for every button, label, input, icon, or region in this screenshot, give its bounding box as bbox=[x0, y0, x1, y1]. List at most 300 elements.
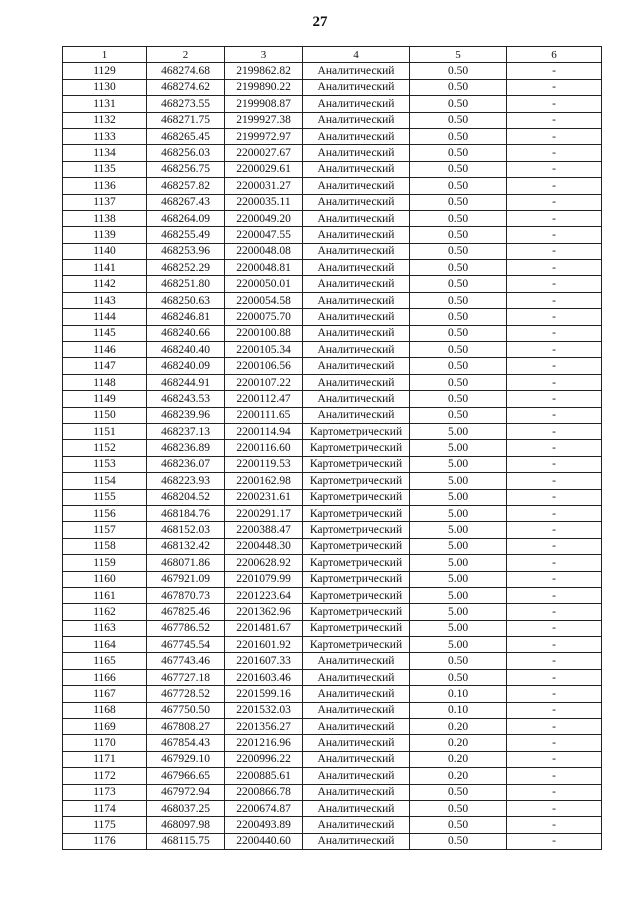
x-coordinate-cell: 468244.91 bbox=[147, 374, 225, 390]
x-coordinate-cell: 468152.03 bbox=[147, 522, 225, 538]
x-coordinate-cell: 468236.07 bbox=[147, 456, 225, 472]
y-coordinate-cell: 2200448.30 bbox=[225, 538, 303, 554]
y-coordinate-cell: 2201603.46 bbox=[225, 669, 303, 685]
point-number-cell: 1129 bbox=[63, 63, 147, 79]
x-coordinate-cell: 467728.52 bbox=[147, 686, 225, 702]
x-coordinate-cell: 468253.96 bbox=[147, 243, 225, 259]
table-row bbox=[63, 800, 602, 816]
x-coordinate-cell: 468274.68 bbox=[147, 63, 225, 79]
note-cell: - bbox=[507, 276, 602, 292]
method-cell: Картометрический bbox=[303, 555, 410, 571]
method-cell: Аналитический bbox=[303, 260, 410, 276]
x-coordinate-cell: 468246.81 bbox=[147, 309, 225, 325]
point-number-cell: 1168 bbox=[63, 702, 147, 718]
method-cell: Аналитический bbox=[303, 210, 410, 226]
y-coordinate-cell: 2201601.92 bbox=[225, 637, 303, 653]
table-row bbox=[63, 210, 602, 226]
table-row bbox=[63, 653, 602, 669]
y-coordinate-cell: 2200029.61 bbox=[225, 161, 303, 177]
point-number-cell: 1165 bbox=[63, 653, 147, 669]
y-coordinate-cell: 2200388.47 bbox=[225, 522, 303, 538]
note-cell: - bbox=[507, 96, 602, 112]
x-coordinate-cell: 468132.42 bbox=[147, 538, 225, 554]
method-cell: Аналитический bbox=[303, 702, 410, 718]
note-cell: - bbox=[507, 637, 602, 653]
x-coordinate-cell: 467921.09 bbox=[147, 571, 225, 587]
point-number-cell: 1157 bbox=[63, 522, 147, 538]
note-cell: - bbox=[507, 522, 602, 538]
note-cell: - bbox=[507, 800, 602, 816]
method-cell: Картометрический bbox=[303, 587, 410, 603]
accuracy-cell: 5.00 bbox=[410, 555, 507, 571]
y-coordinate-cell: 2200035.11 bbox=[225, 194, 303, 210]
accuracy-cell: 0.50 bbox=[410, 79, 507, 95]
table-row bbox=[63, 374, 602, 390]
point-number-cell: 1138 bbox=[63, 210, 147, 226]
y-coordinate-cell: 2200047.55 bbox=[225, 227, 303, 243]
note-cell: - bbox=[507, 358, 602, 374]
method-cell: Картометрический bbox=[303, 571, 410, 587]
accuracy-cell: 0.20 bbox=[410, 751, 507, 767]
x-coordinate-cell: 468256.75 bbox=[147, 161, 225, 177]
table-row bbox=[63, 702, 602, 718]
note-cell: - bbox=[507, 128, 602, 144]
coordinates-table bbox=[62, 46, 602, 850]
note-cell: - bbox=[507, 79, 602, 95]
table-row bbox=[63, 391, 602, 407]
y-coordinate-cell: 2201599.16 bbox=[225, 686, 303, 702]
accuracy-cell: 0.50 bbox=[410, 178, 507, 194]
point-number-cell: 1158 bbox=[63, 538, 147, 554]
method-cell: Картометрический bbox=[303, 489, 410, 505]
x-coordinate-cell: 468243.53 bbox=[147, 391, 225, 407]
x-coordinate-cell: 467870.73 bbox=[147, 587, 225, 603]
accuracy-cell: 0.50 bbox=[410, 276, 507, 292]
point-number-cell: 1162 bbox=[63, 604, 147, 620]
accuracy-cell: 5.00 bbox=[410, 440, 507, 456]
column-header-3: 3 bbox=[225, 47, 303, 63]
table-row bbox=[63, 276, 602, 292]
note-cell: - bbox=[507, 669, 602, 685]
x-coordinate-cell: 467929.10 bbox=[147, 751, 225, 767]
y-coordinate-cell: 2200674.87 bbox=[225, 800, 303, 816]
note-cell: - bbox=[507, 768, 602, 784]
note-cell: - bbox=[507, 243, 602, 259]
accuracy-cell: 0.50 bbox=[410, 194, 507, 210]
x-coordinate-cell: 468255.49 bbox=[147, 227, 225, 243]
table-row bbox=[63, 440, 602, 456]
method-cell: Аналитический bbox=[303, 817, 410, 833]
y-coordinate-cell: 2200050.01 bbox=[225, 276, 303, 292]
method-cell: Аналитический bbox=[303, 653, 410, 669]
note-cell: - bbox=[507, 505, 602, 521]
method-cell: Аналитический bbox=[303, 243, 410, 259]
method-cell: Аналитический bbox=[303, 145, 410, 161]
note-cell: - bbox=[507, 325, 602, 341]
note-cell: - bbox=[507, 538, 602, 554]
point-number-cell: 1134 bbox=[63, 145, 147, 161]
table-row bbox=[63, 423, 602, 439]
y-coordinate-cell: 2200112.47 bbox=[225, 391, 303, 407]
column-header-2: 2 bbox=[147, 47, 225, 63]
method-cell: Аналитический bbox=[303, 325, 410, 341]
x-coordinate-cell: 468250.63 bbox=[147, 292, 225, 308]
point-number-cell: 1139 bbox=[63, 227, 147, 243]
method-cell: Картометрический bbox=[303, 620, 410, 636]
point-number-cell: 1149 bbox=[63, 391, 147, 407]
x-coordinate-cell: 468252.29 bbox=[147, 260, 225, 276]
y-coordinate-cell: 2200885.61 bbox=[225, 768, 303, 784]
y-coordinate-cell: 2201607.33 bbox=[225, 653, 303, 669]
table-row bbox=[63, 473, 602, 489]
method-cell: Картометрический bbox=[303, 604, 410, 620]
method-cell: Аналитический bbox=[303, 79, 410, 95]
method-cell: Аналитический bbox=[303, 178, 410, 194]
accuracy-cell: 5.00 bbox=[410, 587, 507, 603]
table-row bbox=[63, 571, 602, 587]
column-header-1: 1 bbox=[63, 47, 147, 63]
y-coordinate-cell: 2200116.60 bbox=[225, 440, 303, 456]
point-number-cell: 1144 bbox=[63, 309, 147, 325]
point-number-cell: 1173 bbox=[63, 784, 147, 800]
note-cell: - bbox=[507, 555, 602, 571]
y-coordinate-cell: 2200048.81 bbox=[225, 260, 303, 276]
note-cell: - bbox=[507, 489, 602, 505]
point-number-cell: 1145 bbox=[63, 325, 147, 341]
method-cell: Картометрический bbox=[303, 505, 410, 521]
method-cell: Аналитический bbox=[303, 342, 410, 358]
note-cell: - bbox=[507, 292, 602, 308]
table-row bbox=[63, 555, 602, 571]
x-coordinate-cell: 468264.09 bbox=[147, 210, 225, 226]
x-coordinate-cell: 468071.86 bbox=[147, 555, 225, 571]
accuracy-cell: 0.50 bbox=[410, 128, 507, 144]
accuracy-cell: 0.50 bbox=[410, 325, 507, 341]
point-number-cell: 1159 bbox=[63, 555, 147, 571]
table-row bbox=[63, 79, 602, 95]
table-row bbox=[63, 128, 602, 144]
x-coordinate-cell: 467745.54 bbox=[147, 637, 225, 653]
note-cell: - bbox=[507, 620, 602, 636]
note-cell: - bbox=[507, 227, 602, 243]
method-cell: Картометрический bbox=[303, 456, 410, 472]
point-number-cell: 1142 bbox=[63, 276, 147, 292]
accuracy-cell: 5.00 bbox=[410, 456, 507, 472]
point-number-cell: 1137 bbox=[63, 194, 147, 210]
method-cell: Аналитический bbox=[303, 391, 410, 407]
y-coordinate-cell: 2200075.70 bbox=[225, 309, 303, 325]
table-row bbox=[63, 538, 602, 554]
point-number-cell: 1164 bbox=[63, 637, 147, 653]
table-row bbox=[63, 637, 602, 653]
accuracy-cell: 0.50 bbox=[410, 292, 507, 308]
y-coordinate-cell: 2201079.99 bbox=[225, 571, 303, 587]
note-cell: - bbox=[507, 456, 602, 472]
point-number-cell: 1135 bbox=[63, 161, 147, 177]
accuracy-cell: 0.50 bbox=[410, 227, 507, 243]
method-cell: Аналитический bbox=[303, 833, 410, 849]
point-number-cell: 1143 bbox=[63, 292, 147, 308]
method-cell: Аналитический bbox=[303, 309, 410, 325]
accuracy-cell: 0.50 bbox=[410, 358, 507, 374]
accuracy-cell: 0.50 bbox=[410, 391, 507, 407]
method-cell: Картометрический bbox=[303, 538, 410, 554]
note-cell: - bbox=[507, 784, 602, 800]
accuracy-cell: 0.50 bbox=[410, 653, 507, 669]
point-number-cell: 1163 bbox=[63, 620, 147, 636]
x-coordinate-cell: 468271.75 bbox=[147, 112, 225, 128]
note-cell: - bbox=[507, 702, 602, 718]
method-cell: Картометрический bbox=[303, 440, 410, 456]
point-number-cell: 1154 bbox=[63, 473, 147, 489]
point-number-cell: 1152 bbox=[63, 440, 147, 456]
y-coordinate-cell: 2201362.96 bbox=[225, 604, 303, 620]
point-number-cell: 1170 bbox=[63, 735, 147, 751]
note-cell: - bbox=[507, 833, 602, 849]
method-cell: Аналитический bbox=[303, 194, 410, 210]
x-coordinate-cell: 468184.76 bbox=[147, 505, 225, 521]
method-cell: Аналитический bbox=[303, 800, 410, 816]
page-number: 27 bbox=[312, 14, 328, 30]
x-coordinate-cell: 468240.66 bbox=[147, 325, 225, 341]
accuracy-cell: 5.00 bbox=[410, 604, 507, 620]
accuracy-cell: 0.50 bbox=[410, 833, 507, 849]
x-coordinate-cell: 468097.98 bbox=[147, 817, 225, 833]
accuracy-cell: 0.50 bbox=[410, 342, 507, 358]
method-cell: Аналитический bbox=[303, 227, 410, 243]
method-cell: Аналитический bbox=[303, 276, 410, 292]
point-number-cell: 1166 bbox=[63, 669, 147, 685]
accuracy-cell: 0.10 bbox=[410, 702, 507, 718]
table-row bbox=[63, 325, 602, 341]
accuracy-cell: 5.00 bbox=[410, 473, 507, 489]
point-number-cell: 1167 bbox=[63, 686, 147, 702]
table-row bbox=[63, 243, 602, 259]
table-row bbox=[63, 194, 602, 210]
note-cell: - bbox=[507, 194, 602, 210]
y-coordinate-cell: 2200440.60 bbox=[225, 833, 303, 849]
note-cell: - bbox=[507, 260, 602, 276]
table-row bbox=[63, 833, 602, 849]
point-number-cell: 1146 bbox=[63, 342, 147, 358]
point-number-cell: 1155 bbox=[63, 489, 147, 505]
y-coordinate-cell: 2200628.92 bbox=[225, 555, 303, 571]
y-coordinate-cell: 2201481.67 bbox=[225, 620, 303, 636]
table-row bbox=[63, 145, 602, 161]
method-cell: Аналитический bbox=[303, 735, 410, 751]
method-cell: Аналитический bbox=[303, 358, 410, 374]
table-body bbox=[63, 63, 602, 850]
table-row bbox=[63, 342, 602, 358]
accuracy-cell: 0.50 bbox=[410, 374, 507, 390]
y-coordinate-cell: 2201532.03 bbox=[225, 702, 303, 718]
x-coordinate-cell: 468274.62 bbox=[147, 79, 225, 95]
y-coordinate-cell: 2200119.53 bbox=[225, 456, 303, 472]
y-coordinate-cell: 2200049.20 bbox=[225, 210, 303, 226]
method-cell: Картометрический bbox=[303, 522, 410, 538]
y-coordinate-cell: 2201223.64 bbox=[225, 587, 303, 603]
x-coordinate-cell: 468115.75 bbox=[147, 833, 225, 849]
point-number-cell: 1131 bbox=[63, 96, 147, 112]
note-cell: - bbox=[507, 735, 602, 751]
table-row bbox=[63, 587, 602, 603]
point-number-cell: 1136 bbox=[63, 178, 147, 194]
x-coordinate-cell: 467743.46 bbox=[147, 653, 225, 669]
y-coordinate-cell: 2200031.27 bbox=[225, 178, 303, 194]
method-cell: Аналитический bbox=[303, 407, 410, 423]
x-coordinate-cell: 467825.46 bbox=[147, 604, 225, 620]
accuracy-cell: 0.20 bbox=[410, 719, 507, 735]
note-cell: - bbox=[507, 342, 602, 358]
table-row bbox=[63, 522, 602, 538]
accuracy-cell: 0.50 bbox=[410, 817, 507, 833]
point-number-cell: 1176 bbox=[63, 833, 147, 849]
point-number-cell: 1174 bbox=[63, 800, 147, 816]
x-coordinate-cell: 467854.43 bbox=[147, 735, 225, 751]
x-coordinate-cell: 468256.03 bbox=[147, 145, 225, 161]
table-row bbox=[63, 292, 602, 308]
y-coordinate-cell: 2199908.87 bbox=[225, 96, 303, 112]
note-cell: - bbox=[507, 63, 602, 79]
x-coordinate-cell: 468204.52 bbox=[147, 489, 225, 505]
accuracy-cell: 5.00 bbox=[410, 522, 507, 538]
method-cell: Аналитический bbox=[303, 161, 410, 177]
accuracy-cell: 0.50 bbox=[410, 63, 507, 79]
point-number-cell: 1169 bbox=[63, 719, 147, 735]
point-number-cell: 1160 bbox=[63, 571, 147, 587]
table-row bbox=[63, 686, 602, 702]
y-coordinate-cell: 2200107.22 bbox=[225, 374, 303, 390]
table-row bbox=[63, 620, 602, 636]
point-number-cell: 1147 bbox=[63, 358, 147, 374]
table-row bbox=[63, 407, 602, 423]
accuracy-cell: 0.20 bbox=[410, 735, 507, 751]
x-coordinate-cell: 468236.89 bbox=[147, 440, 225, 456]
point-number-cell: 1161 bbox=[63, 587, 147, 603]
x-coordinate-cell: 468240.09 bbox=[147, 358, 225, 374]
y-coordinate-cell: 2200054.58 bbox=[225, 292, 303, 308]
accuracy-cell: 5.00 bbox=[410, 637, 507, 653]
y-coordinate-cell: 2200162.98 bbox=[225, 473, 303, 489]
note-cell: - bbox=[507, 587, 602, 603]
accuracy-cell: 0.50 bbox=[410, 96, 507, 112]
note-cell: - bbox=[507, 145, 602, 161]
point-number-cell: 1130 bbox=[63, 79, 147, 95]
note-cell: - bbox=[507, 817, 602, 833]
accuracy-cell: 5.00 bbox=[410, 489, 507, 505]
x-coordinate-cell: 468257.82 bbox=[147, 178, 225, 194]
point-number-cell: 1140 bbox=[63, 243, 147, 259]
table-row bbox=[63, 178, 602, 194]
table-row bbox=[63, 817, 602, 833]
accuracy-cell: 0.50 bbox=[410, 784, 507, 800]
point-number-cell: 1151 bbox=[63, 423, 147, 439]
method-cell: Аналитический bbox=[303, 751, 410, 767]
method-cell: Аналитический bbox=[303, 128, 410, 144]
y-coordinate-cell: 2200106.56 bbox=[225, 358, 303, 374]
x-coordinate-cell: 468267.43 bbox=[147, 194, 225, 210]
method-cell: Аналитический bbox=[303, 374, 410, 390]
table-row bbox=[63, 719, 602, 735]
method-cell: Аналитический bbox=[303, 719, 410, 735]
accuracy-cell: 0.50 bbox=[410, 260, 507, 276]
y-coordinate-cell: 2199890.22 bbox=[225, 79, 303, 95]
x-coordinate-cell: 468037.25 bbox=[147, 800, 225, 816]
y-coordinate-cell: 2200493.89 bbox=[225, 817, 303, 833]
method-cell: Аналитический bbox=[303, 784, 410, 800]
accuracy-cell: 0.50 bbox=[410, 407, 507, 423]
method-cell: Аналитический bbox=[303, 96, 410, 112]
accuracy-cell: 5.00 bbox=[410, 571, 507, 587]
table-row bbox=[63, 456, 602, 472]
x-coordinate-cell: 467808.27 bbox=[147, 719, 225, 735]
accuracy-cell: 5.00 bbox=[410, 620, 507, 636]
method-cell: Аналитический bbox=[303, 292, 410, 308]
accuracy-cell: 0.50 bbox=[410, 145, 507, 161]
accuracy-cell: 0.50 bbox=[410, 210, 507, 226]
method-cell: Картометрический bbox=[303, 423, 410, 439]
note-cell: - bbox=[507, 751, 602, 767]
accuracy-cell: 0.50 bbox=[410, 309, 507, 325]
accuracy-cell: 0.50 bbox=[410, 243, 507, 259]
table-row bbox=[63, 505, 602, 521]
y-coordinate-cell: 2199862.82 bbox=[225, 63, 303, 79]
y-coordinate-cell: 2200100.88 bbox=[225, 325, 303, 341]
x-coordinate-cell: 467786.52 bbox=[147, 620, 225, 636]
note-cell: - bbox=[507, 686, 602, 702]
table-row bbox=[63, 96, 602, 112]
y-coordinate-cell: 2200114.94 bbox=[225, 423, 303, 439]
table-row bbox=[63, 112, 602, 128]
x-coordinate-cell: 468265.45 bbox=[147, 128, 225, 144]
method-cell: Картометрический bbox=[303, 637, 410, 653]
table-row bbox=[63, 604, 602, 620]
point-number-cell: 1175 bbox=[63, 817, 147, 833]
column-header-4: 4 bbox=[303, 47, 410, 63]
x-coordinate-cell: 467966.65 bbox=[147, 768, 225, 784]
point-number-cell: 1132 bbox=[63, 112, 147, 128]
method-cell: Аналитический bbox=[303, 768, 410, 784]
column-header-5: 5 bbox=[410, 47, 507, 63]
point-number-cell: 1171 bbox=[63, 751, 147, 767]
note-cell: - bbox=[507, 473, 602, 489]
accuracy-cell: 0.20 bbox=[410, 768, 507, 784]
method-cell: Картометрический bbox=[303, 473, 410, 489]
note-cell: - bbox=[507, 112, 602, 128]
y-coordinate-cell: 2201216.96 bbox=[225, 735, 303, 751]
x-coordinate-cell: 468239.96 bbox=[147, 407, 225, 423]
point-number-cell: 1156 bbox=[63, 505, 147, 521]
note-cell: - bbox=[507, 571, 602, 587]
accuracy-cell: 0.50 bbox=[410, 161, 507, 177]
method-cell: Аналитический bbox=[303, 669, 410, 685]
note-cell: - bbox=[507, 440, 602, 456]
method-cell: Аналитический bbox=[303, 686, 410, 702]
y-coordinate-cell: 2200048.08 bbox=[225, 243, 303, 259]
note-cell: - bbox=[507, 374, 602, 390]
table-row bbox=[63, 735, 602, 751]
table-row bbox=[63, 227, 602, 243]
accuracy-cell: 0.10 bbox=[410, 686, 507, 702]
x-coordinate-cell: 468223.93 bbox=[147, 473, 225, 489]
note-cell: - bbox=[507, 161, 602, 177]
table-row bbox=[63, 309, 602, 325]
accuracy-cell: 5.00 bbox=[410, 538, 507, 554]
x-coordinate-cell: 468251.80 bbox=[147, 276, 225, 292]
point-number-cell: 1141 bbox=[63, 260, 147, 276]
x-coordinate-cell: 468240.40 bbox=[147, 342, 225, 358]
point-number-cell: 1148 bbox=[63, 374, 147, 390]
